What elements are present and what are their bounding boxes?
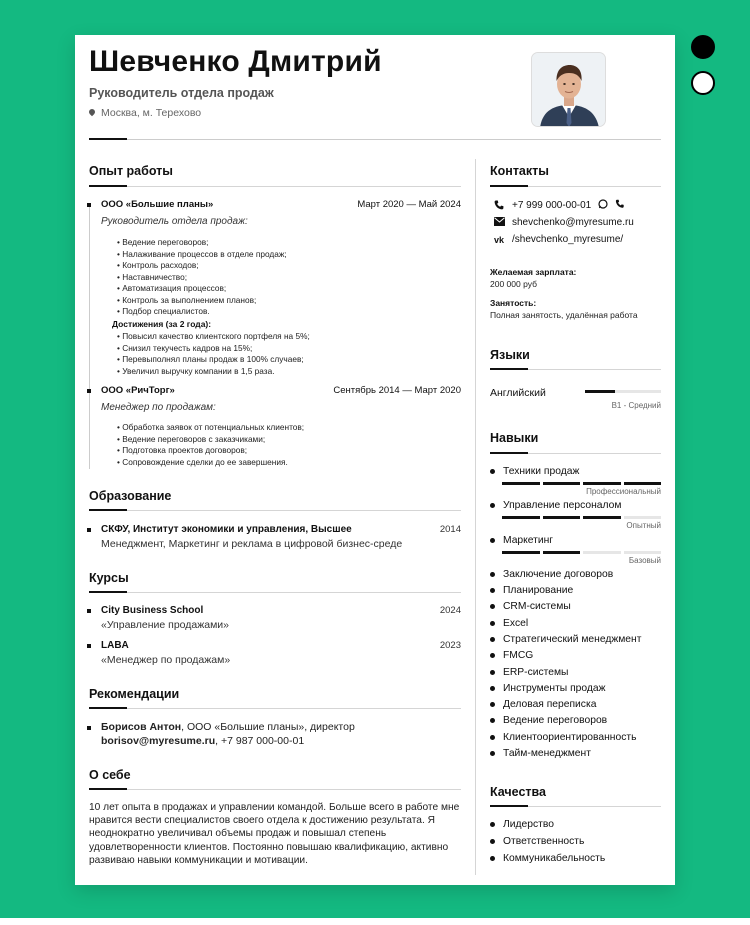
contact-vk bbox=[493, 234, 623, 245]
skill-item: ERP-системы bbox=[490, 667, 568, 678]
skill-seg bbox=[583, 516, 621, 519]
skill-seg bbox=[502, 516, 540, 519]
skill-seg bbox=[624, 551, 662, 554]
viber-icon bbox=[615, 199, 625, 212]
course-bullet bbox=[87, 609, 91, 613]
employment-value: Полная занятость, удалённая работа bbox=[490, 310, 638, 320]
achievement-item: • Повысил качество клиентского портфеля на 5%; bbox=[117, 331, 310, 343]
header-divider-accent bbox=[89, 138, 127, 140]
job-company: ООО «Большие планы» bbox=[101, 199, 214, 210]
task-item: • Подбор специалистов. bbox=[117, 306, 287, 318]
section-underline bbox=[89, 789, 461, 790]
candidate-name: Шевченко Дмитрий bbox=[89, 45, 382, 78]
skill-seg bbox=[543, 482, 581, 485]
education-title: СКФУ, Институт экономики и управления, Высшее bbox=[101, 524, 352, 535]
skill-name: Управление персоналом bbox=[503, 500, 622, 511]
recommender-name: Борисов Антон bbox=[101, 721, 182, 733]
mail-icon bbox=[493, 217, 505, 228]
skill-item: Ведение переговоров bbox=[490, 715, 607, 726]
candidate-position: Руководитель отдела продаж bbox=[89, 86, 274, 100]
task-item: • Автоматизация процессов; bbox=[117, 283, 287, 295]
section-title-recommendations: Рекомендации bbox=[89, 687, 180, 701]
contact-phone bbox=[493, 199, 625, 212]
task-item: • Наставничество; bbox=[117, 272, 287, 284]
education-desc: Менеджмент, Маркетинг и реклама в цифровой бизнес-среде bbox=[101, 538, 403, 550]
task-item: • Ведение переговоров с заказчиками; bbox=[117, 434, 304, 446]
skill-seg bbox=[543, 551, 581, 554]
section-underline bbox=[490, 186, 661, 187]
skill-seg bbox=[502, 551, 540, 554]
quality-item: Лидерство bbox=[490, 819, 554, 830]
section-underline bbox=[89, 186, 461, 187]
language-level-fill bbox=[585, 390, 615, 393]
achievement-item: • Снизил текучесть кадров на 15%; bbox=[117, 343, 310, 355]
recommendation-line-2 bbox=[101, 735, 304, 747]
skill-seg bbox=[624, 516, 662, 519]
section-title-languages: Языки bbox=[490, 348, 530, 362]
skill-item: Деловая переписка bbox=[490, 699, 596, 710]
section-title-education: Образование bbox=[89, 489, 172, 503]
avatar-portrait bbox=[532, 53, 606, 127]
contact-email bbox=[493, 217, 634, 228]
course-year: 2023 bbox=[439, 640, 461, 651]
skill-item: Клиентоориентированность bbox=[490, 732, 636, 743]
about-text: 10 лет опыта в продажах и управлении командой. Больше всего в работе мне нравится вести специалистов своего отдела к достижению результата. Я неоднократно увеличивал объемы продаж и повышал степень удовлетворенности клиентов. Постоянно повышаю квалификацию, активно развиваю навыки коммуникации и мотивации. bbox=[89, 802, 460, 866]
candidate-location bbox=[89, 107, 201, 119]
job-role: Менеджер по продажам: bbox=[101, 402, 216, 413]
language-level: B1 - Средний bbox=[611, 401, 661, 410]
course-year: 2024 bbox=[439, 605, 461, 616]
employment-label: Занятость: bbox=[490, 298, 537, 308]
section-title-experience: Опыт работы bbox=[89, 164, 173, 178]
section-underline bbox=[89, 708, 461, 709]
skill-level-bar bbox=[502, 482, 661, 485]
page-bottom-band bbox=[0, 918, 750, 925]
job-company: ООО «РичТорг» bbox=[101, 385, 175, 396]
skill-item: Планирование bbox=[490, 585, 573, 596]
skill-level-bar bbox=[502, 516, 661, 519]
section-underline bbox=[490, 453, 661, 454]
task-item: • Ведение переговоров; bbox=[117, 237, 287, 249]
job-role: Руководитель отдела продаж: bbox=[101, 216, 248, 227]
skill-item-rated bbox=[490, 500, 621, 511]
section-title-qualities: Качества bbox=[490, 785, 547, 799]
skill-level-bar bbox=[502, 551, 661, 554]
quality-item: Коммуникабельность bbox=[490, 853, 605, 864]
experience-timeline bbox=[89, 207, 90, 469]
achievement-item: • Увеличил выручку компании в 1,5 раза. bbox=[117, 366, 310, 378]
task-item: • Подготовка проектов договоров; bbox=[117, 445, 304, 457]
task-item: • Контроль за выполнением планов; bbox=[117, 295, 287, 307]
salary-value: 200 000 руб bbox=[490, 279, 537, 289]
skill-seg bbox=[583, 551, 621, 554]
job-tasks bbox=[117, 422, 304, 468]
course-bullet bbox=[87, 644, 91, 648]
header-divider bbox=[89, 139, 661, 140]
section-title-skills: Навыки bbox=[490, 431, 539, 445]
course-desc: «Менеджер по продажам» bbox=[101, 654, 231, 666]
skill-seg bbox=[543, 516, 581, 519]
skill-level: Опытный bbox=[626, 521, 661, 530]
section-underline bbox=[89, 510, 461, 511]
recommender-email: borisov@myresume.ru bbox=[101, 735, 216, 747]
location-text: Москва, м. Терехово bbox=[101, 107, 202, 119]
skill-item: FMCG bbox=[490, 650, 533, 661]
recommender-details: , ООО «Большие планы», директор bbox=[181, 721, 355, 733]
resume-page bbox=[75, 35, 675, 885]
section-underline bbox=[89, 592, 461, 593]
skill-level: Профессиональный bbox=[586, 487, 661, 496]
skill-level: Базовый bbox=[628, 556, 661, 565]
section-title-contacts: Контакты bbox=[490, 164, 549, 178]
skill-seg bbox=[502, 482, 540, 485]
education-bullet bbox=[87, 528, 91, 532]
whatsapp-icon bbox=[598, 199, 608, 212]
skill-seg bbox=[624, 482, 662, 485]
section-underline bbox=[490, 806, 661, 807]
skill-seg bbox=[583, 482, 621, 485]
education-year: 2014 bbox=[439, 524, 461, 535]
job-dates: Сентябрь 2014 — Март 2020 bbox=[333, 385, 461, 396]
skill-item: Заключение договоров bbox=[490, 569, 613, 580]
task-item: • Сопровождение сделки до ее завершения. bbox=[117, 457, 304, 469]
job-tasks bbox=[117, 237, 287, 318]
quality-item: Ответственность bbox=[490, 836, 584, 847]
task-item: • Контроль расходов; bbox=[117, 260, 287, 272]
skill-item: Excel bbox=[490, 618, 528, 629]
section-underline bbox=[490, 369, 661, 370]
section-title-about: О себе bbox=[89, 768, 131, 782]
salary-label: Желаемая зарплата: bbox=[490, 267, 577, 277]
contact-phone-text[interactable]: +7 999 000-00-01 bbox=[512, 200, 592, 211]
achievement-item: • Перевыполнял планы продаж в 100% случаев; bbox=[117, 354, 310, 366]
skill-name: Техники продаж bbox=[503, 466, 580, 477]
avatar bbox=[531, 52, 606, 127]
skill-item: CRM-системы bbox=[490, 601, 571, 612]
column-divider bbox=[475, 159, 476, 875]
section-title-courses: Курсы bbox=[89, 571, 129, 585]
course-title: City Business School bbox=[101, 605, 204, 616]
recommendation-bullet bbox=[87, 726, 91, 730]
job-dates: Март 2020 — Май 2024 bbox=[357, 199, 461, 210]
skill-item: Стратегический менеджмент bbox=[490, 634, 641, 645]
skill-item-rated bbox=[490, 466, 579, 477]
skill-item-rated bbox=[490, 535, 553, 546]
phone-icon bbox=[493, 200, 505, 212]
template-switcher bbox=[691, 35, 715, 107]
language-level-bar bbox=[585, 390, 661, 393]
job-achievements bbox=[117, 331, 310, 377]
task-item: • Обработка заявок от потенциальных клиентов; bbox=[117, 422, 304, 434]
template-dot-active[interactable] bbox=[691, 35, 715, 59]
location-pin-icon bbox=[89, 109, 95, 118]
achievements-title: Достижения (за 2 года): bbox=[112, 319, 212, 329]
template-dot-inactive[interactable] bbox=[691, 71, 715, 95]
job-bullet bbox=[87, 389, 91, 393]
recommender-phone: , +7 987 000-00-01 bbox=[215, 735, 305, 747]
job-bullet bbox=[87, 203, 91, 207]
task-item: • Налаживание процессов в отделе продаж; bbox=[117, 249, 287, 261]
skill-name: Маркетинг bbox=[503, 535, 554, 546]
vk-icon: vk bbox=[493, 234, 504, 245]
skill-item: Тайм-менеджмент bbox=[490, 748, 591, 759]
language-name: Английский bbox=[490, 387, 546, 399]
course-title: LABA bbox=[101, 640, 129, 651]
course-desc: «Управление продажами» bbox=[101, 619, 230, 631]
skill-item: Инструменты продаж bbox=[490, 683, 606, 694]
recommendation-line-1 bbox=[101, 721, 355, 733]
contact-vk-text[interactable]: /shevchenko_myresume/ bbox=[512, 234, 624, 245]
contact-email-text[interactable]: shevchenko@myresume.ru bbox=[512, 217, 634, 228]
